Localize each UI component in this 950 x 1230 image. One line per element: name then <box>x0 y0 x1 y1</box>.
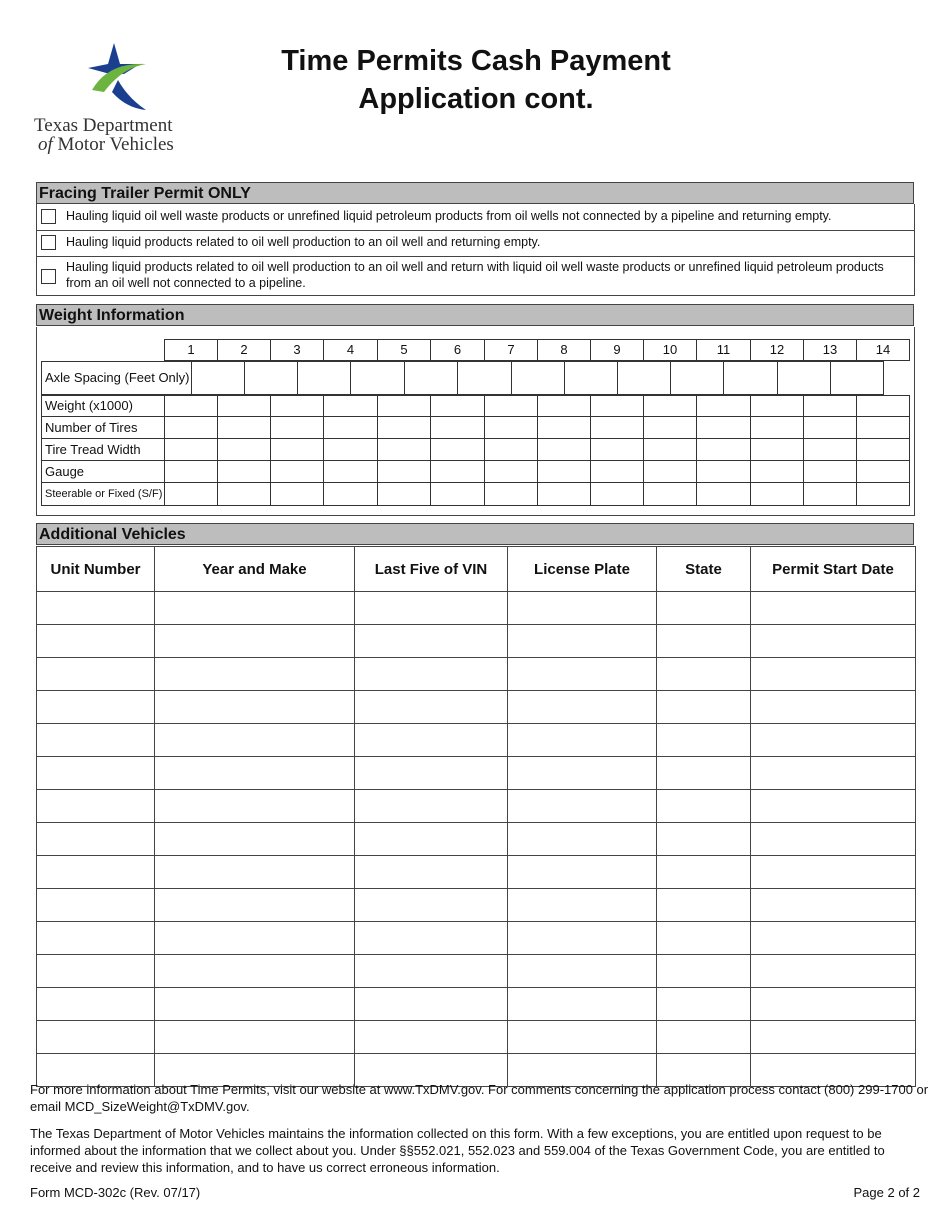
vehicle-input-cell[interactable] <box>751 757 916 790</box>
vehicles-column-header: Permit Start Date <box>751 547 916 592</box>
table-row <box>37 625 916 658</box>
weight-input[interactable] <box>270 395 324 417</box>
vehicle-input-cell[interactable] <box>508 988 657 1021</box>
weight-input[interactable] <box>696 482 751 506</box>
vehicle-input-cell[interactable] <box>657 658 751 691</box>
vehicle-input-cell[interactable] <box>37 724 155 757</box>
weight-input[interactable] <box>590 416 644 439</box>
weight-input[interactable] <box>803 438 857 461</box>
weight-input[interactable] <box>696 438 751 461</box>
vehicle-input-cell[interactable] <box>155 955 355 988</box>
axle-spacing-input[interactable] <box>777 361 831 395</box>
vehicle-input-cell[interactable] <box>751 823 916 856</box>
axle-spacing-input[interactable] <box>457 361 512 395</box>
vehicle-input-cell[interactable] <box>355 922 508 955</box>
weight-input[interactable] <box>164 438 218 461</box>
vehicle-input-cell[interactable] <box>751 625 916 658</box>
vehicle-input-cell[interactable] <box>355 889 508 922</box>
table-row <box>37 691 916 724</box>
vehicle-input-cell[interactable] <box>37 988 155 1021</box>
weight-input[interactable] <box>643 395 697 417</box>
vehicle-input-cell[interactable] <box>508 625 657 658</box>
weight-input[interactable] <box>537 438 591 461</box>
axle-spacing-input[interactable] <box>723 361 778 395</box>
axle-spacing-input[interactable] <box>404 361 458 395</box>
table-row <box>37 823 916 856</box>
fracing-option-3-label: Hauling liquid products related to oil well production to an oil well and return with liquid oil well waste products or unrefined liquid petroleum products from an oil well not connected to a pipeline. <box>66 260 884 290</box>
vehicle-input-cell[interactable] <box>508 658 657 691</box>
vehicle-input-cell[interactable] <box>355 658 508 691</box>
weight-input[interactable] <box>217 395 271 417</box>
vehicle-input-cell[interactable] <box>355 1021 508 1054</box>
axle-spacing-input[interactable] <box>350 361 405 395</box>
weight-input[interactable] <box>323 482 378 506</box>
weight-input[interactable] <box>803 395 857 417</box>
vehicle-input-cell[interactable] <box>37 889 155 922</box>
weight-input[interactable] <box>484 395 538 417</box>
table-row <box>37 955 916 988</box>
vehicle-input-cell[interactable] <box>155 823 355 856</box>
fracing-option-row <box>37 256 914 295</box>
weight-input[interactable] <box>217 460 271 483</box>
weight-input[interactable] <box>803 416 857 439</box>
vehicle-input-cell[interactable] <box>37 1021 155 1054</box>
vehicle-input-cell[interactable] <box>508 757 657 790</box>
weight-input[interactable] <box>484 482 538 506</box>
vehicle-input-cell[interactable] <box>355 856 508 889</box>
weight-input[interactable] <box>696 416 751 439</box>
weight-input[interactable] <box>323 416 378 439</box>
fracing-option-3-checkbox[interactable] <box>41 269 56 284</box>
vehicle-input-cell[interactable] <box>657 724 751 757</box>
weight-input[interactable] <box>430 395 485 417</box>
vehicles-table <box>36 546 915 1087</box>
vehicle-input-cell[interactable] <box>751 790 916 823</box>
vehicles-column-header: Year and Make <box>155 547 355 592</box>
vehicle-input-cell[interactable] <box>37 922 155 955</box>
weight-section-title: Weight Information <box>36 304 914 326</box>
fracing-section-title: Fracing Trailer Permit ONLY <box>36 182 914 204</box>
vehicle-input-cell[interactable] <box>37 625 155 658</box>
weight-row-label: Number of Tires <box>41 416 165 439</box>
star-logo-icon <box>74 40 154 112</box>
weight-input[interactable] <box>696 460 751 483</box>
weight-input[interactable] <box>484 416 538 439</box>
weight-input[interactable] <box>270 482 324 506</box>
vehicle-input-cell[interactable] <box>657 757 751 790</box>
vehicle-input-cell[interactable] <box>155 724 355 757</box>
vehicle-input-cell[interactable] <box>155 856 355 889</box>
vehicle-input-cell[interactable] <box>508 592 657 625</box>
axle-spacing-input[interactable] <box>617 361 671 395</box>
fracing-option-row <box>37 204 914 231</box>
weight-input[interactable] <box>643 482 697 506</box>
txdmv-logo <box>34 40 194 155</box>
vehicle-input-cell[interactable] <box>751 889 916 922</box>
weight-input[interactable] <box>590 460 644 483</box>
vehicle-input-cell[interactable] <box>155 790 355 823</box>
fracing-option-row <box>37 230 914 257</box>
vehicle-input-cell[interactable] <box>508 691 657 724</box>
vehicle-input-cell[interactable] <box>508 955 657 988</box>
vehicle-input-cell[interactable] <box>155 1021 355 1054</box>
weight-input[interactable] <box>750 438 804 461</box>
vehicle-input-cell[interactable] <box>657 625 751 658</box>
weight-input[interactable] <box>377 482 431 506</box>
vehicle-input-cell[interactable] <box>508 823 657 856</box>
vehicle-input-cell[interactable] <box>751 856 916 889</box>
weight-input[interactable] <box>856 416 910 439</box>
vehicle-input-cell[interactable] <box>155 592 355 625</box>
weight-row-label: Weight (x1000) <box>41 395 165 417</box>
vehicle-input-cell[interactable] <box>155 625 355 658</box>
logo-text-line1: Texas Department <box>34 115 173 136</box>
vehicle-input-cell[interactable] <box>355 955 508 988</box>
weight-input[interactable] <box>484 460 538 483</box>
table-row <box>37 889 916 922</box>
axle-number-11: 11 <box>696 339 751 361</box>
axle-spacing-input[interactable] <box>191 361 245 395</box>
weight-input[interactable] <box>856 460 910 483</box>
weight-input[interactable] <box>856 438 910 461</box>
weight-input[interactable] <box>856 482 910 506</box>
weight-input[interactable] <box>217 438 271 461</box>
weight-input[interactable] <box>377 460 431 483</box>
axle-number-10: 10 <box>643 339 697 361</box>
vehicle-input-cell[interactable] <box>355 592 508 625</box>
axle-spacing-input[interactable] <box>511 361 565 395</box>
weight-input[interactable] <box>430 416 485 439</box>
weight-input[interactable] <box>803 460 857 483</box>
axle-spacing-input[interactable] <box>670 361 724 395</box>
vehicle-input-cell[interactable] <box>657 889 751 922</box>
weight-input[interactable] <box>696 395 751 417</box>
table-row <box>37 724 916 757</box>
axle-number-13: 13 <box>803 339 857 361</box>
footer-privacy: The Texas Department of Motor Vehicles maintains the information collected on this form. With a few exceptions, you are entitled upon request to be informed about the information that we collect about you. Under §§552.021, 552.023 and 559.004 of the Texas Government Code, you are entitled to receive and review this information, and to have us correct erroneous information. <box>30 1126 885 1175</box>
vehicle-input-cell[interactable] <box>508 1021 657 1054</box>
vehicle-input-cell[interactable] <box>37 790 155 823</box>
axle-spacing-input[interactable] <box>297 361 351 395</box>
weight-input[interactable] <box>643 460 697 483</box>
axle-number-4: 4 <box>323 339 378 361</box>
axle-number-9: 9 <box>590 339 644 361</box>
vehicle-input-cell[interactable] <box>657 691 751 724</box>
vehicle-input-cell[interactable] <box>508 889 657 922</box>
weight-input[interactable] <box>750 482 804 506</box>
vehicle-input-cell[interactable] <box>155 889 355 922</box>
vehicle-input-cell[interactable] <box>508 922 657 955</box>
axle-number-7: 7 <box>484 339 538 361</box>
vehicle-input-cell[interactable] <box>751 691 916 724</box>
vehicle-input-cell[interactable] <box>37 823 155 856</box>
weight-input[interactable] <box>164 482 218 506</box>
weight-input[interactable] <box>430 460 485 483</box>
table-row <box>37 988 916 1021</box>
weight-input[interactable] <box>643 416 697 439</box>
weight-input[interactable] <box>750 460 804 483</box>
weight-row-label: Tire Tread Width <box>41 438 165 461</box>
vehicle-input-cell[interactable] <box>355 988 508 1021</box>
weight-input[interactable] <box>270 416 324 439</box>
axle-spacing-input[interactable] <box>830 361 884 395</box>
table-row <box>37 790 916 823</box>
fracing-option-2-label: Hauling liquid products related to oil well production to an oil well and returning empty. <box>66 235 541 249</box>
vehicle-input-cell[interactable] <box>657 988 751 1021</box>
vehicle-input-cell[interactable] <box>37 757 155 790</box>
axle-number-8: 8 <box>537 339 591 361</box>
axle-number-14: 14 <box>856 339 910 361</box>
vehicle-input-cell[interactable] <box>155 757 355 790</box>
weight-input[interactable] <box>270 438 324 461</box>
vehicle-input-cell[interactable] <box>355 724 508 757</box>
axle-spacing-label: Axle Spacing (Feet Only) <box>41 361 191 395</box>
vehicle-input-cell[interactable] <box>37 856 155 889</box>
weight-input[interactable] <box>537 416 591 439</box>
axle-number-12: 12 <box>750 339 804 361</box>
vehicle-input-cell[interactable] <box>355 625 508 658</box>
vehicle-input-cell[interactable] <box>657 1021 751 1054</box>
fracing-option-2-checkbox[interactable] <box>41 235 56 250</box>
weight-grid <box>36 327 915 516</box>
weight-input[interactable] <box>430 438 485 461</box>
weight-input[interactable] <box>590 395 644 417</box>
weight-input[interactable] <box>750 416 804 439</box>
axle-number-6: 6 <box>430 339 485 361</box>
vehicle-input-cell[interactable] <box>508 856 657 889</box>
vehicles-column-header: License Plate <box>508 547 657 592</box>
vehicle-input-cell[interactable] <box>657 856 751 889</box>
table-row <box>37 658 916 691</box>
vehicle-input-cell[interactable] <box>508 724 657 757</box>
vehicle-input-cell[interactable] <box>657 955 751 988</box>
vehicles-column-header: State <box>657 547 751 592</box>
vehicle-input-cell[interactable] <box>751 955 916 988</box>
page-title: Time Permits Cash Payment Application cont. <box>281 45 671 115</box>
vehicle-input-cell[interactable] <box>37 691 155 724</box>
table-row <box>37 922 916 955</box>
table-row <box>37 592 916 625</box>
weight-input[interactable] <box>537 395 591 417</box>
vehicle-input-cell[interactable] <box>751 724 916 757</box>
vehicle-input-cell[interactable] <box>155 988 355 1021</box>
weight-row-label: Gauge <box>41 460 165 483</box>
vehicle-input-cell[interactable] <box>657 790 751 823</box>
weight-input[interactable] <box>377 416 431 439</box>
vehicle-input-cell[interactable] <box>37 592 155 625</box>
vehicles-column-header: Last Five of VIN <box>355 547 508 592</box>
weight-input[interactable] <box>484 438 538 461</box>
weight-input[interactable] <box>377 395 431 417</box>
weight-input[interactable] <box>164 416 218 439</box>
vehicle-input-cell[interactable] <box>355 757 508 790</box>
vehicle-input-cell[interactable] <box>657 823 751 856</box>
logo-text-line2: of Motor Vehicles <box>38 134 174 155</box>
vehicle-input-cell[interactable] <box>751 592 916 625</box>
weight-input[interactable] <box>803 482 857 506</box>
vehicle-input-cell[interactable] <box>355 823 508 856</box>
table-row <box>37 856 916 889</box>
vehicle-input-cell[interactable] <box>508 790 657 823</box>
axle-number-5: 5 <box>377 339 431 361</box>
weight-input[interactable] <box>323 438 378 461</box>
axle-spacing-input[interactable] <box>244 361 298 395</box>
table-row <box>37 1021 916 1054</box>
weight-input[interactable] <box>377 438 431 461</box>
footer-info: For more information about Time Permits, visit our website at www.TxDMV.gov. For comments concerning the application process contact (800) 299-1700 or email MCD_SizeWeight@TxDMV.gov. <box>30 1082 929 1114</box>
vehicle-input-cell[interactable] <box>657 592 751 625</box>
vehicle-input-cell[interactable] <box>751 1021 916 1054</box>
vehicles-section-title: Additional Vehicles <box>36 523 914 545</box>
weight-input[interactable] <box>643 438 697 461</box>
weight-input[interactable] <box>323 395 378 417</box>
table-row <box>37 757 916 790</box>
weight-input[interactable] <box>164 460 218 483</box>
vehicle-input-cell[interactable] <box>751 988 916 1021</box>
page-number: Page 2 of 2 <box>853 1185 920 1200</box>
weight-input[interactable] <box>750 395 804 417</box>
weight-input[interactable] <box>537 460 591 483</box>
axle-number-3: 3 <box>270 339 324 361</box>
vehicle-input-cell[interactable] <box>657 922 751 955</box>
weight-input[interactable] <box>430 482 485 506</box>
weight-input[interactable] <box>590 482 644 506</box>
vehicle-input-cell[interactable] <box>751 658 916 691</box>
vehicle-input-cell[interactable] <box>155 691 355 724</box>
axle-spacing-input[interactable] <box>564 361 618 395</box>
weight-row-label: Steerable or Fixed (S/F) <box>41 482 165 506</box>
weight-input[interactable] <box>270 460 324 483</box>
vehicle-input-cell[interactable] <box>751 922 916 955</box>
axle-number-1: 1 <box>164 339 218 361</box>
weight-input[interactable] <box>537 482 591 506</box>
vehicle-input-cell[interactable] <box>155 922 355 955</box>
vehicle-input-cell[interactable] <box>155 658 355 691</box>
axle-number-2: 2 <box>217 339 271 361</box>
form-id: Form MCD-302c (Rev. 07/17) <box>30 1185 201 1200</box>
fracing-option-1-label: Hauling liquid oil well waste products or unrefined liquid petroleum products from oil wells not connected by a pipeline and returning empty. <box>66 209 832 223</box>
vehicle-input-cell[interactable] <box>37 658 155 691</box>
weight-input[interactable] <box>323 460 378 483</box>
fracing-option-1-checkbox[interactable] <box>41 209 56 224</box>
vehicles-column-header: Unit Number <box>37 547 155 592</box>
weight-input[interactable] <box>164 395 218 417</box>
weight-input[interactable] <box>217 416 271 439</box>
weight-input[interactable] <box>217 482 271 506</box>
vehicle-input-cell[interactable] <box>37 955 155 988</box>
vehicle-input-cell[interactable] <box>355 691 508 724</box>
weight-input[interactable] <box>590 438 644 461</box>
fracing-options <box>36 204 915 296</box>
vehicle-input-cell[interactable] <box>355 790 508 823</box>
weight-input[interactable] <box>856 395 910 417</box>
